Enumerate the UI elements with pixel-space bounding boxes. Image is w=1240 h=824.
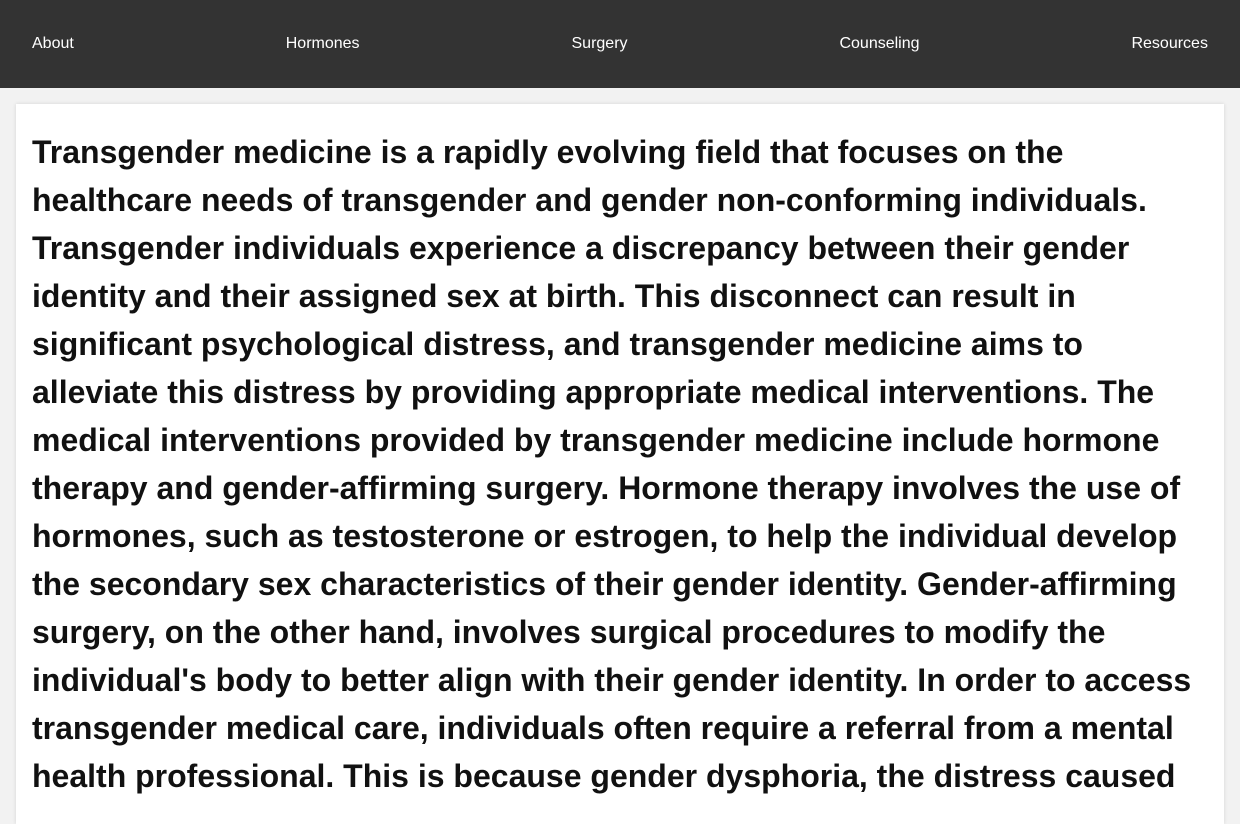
article-body-text: Transgender medicine is a rapidly evolving field that focuses on the healthcare needs of transgender and gender non-conforming individuals. Transgender individuals experience a discrepancy between their gender identity and their assigned sex at birth. This disconnect can result in significant psychological distress, and transgender medicine aims to alleviate this distress by providing appropriate medical interventions. The medical interventions provided by transgender medicine include hormone therapy and gender-affirming surgery. Hormone therapy involves the use of hormones, such as testosterone or estrogen, to help the individual develop the secondary sex characteristics of their gender identity. Gender-affirming surgery, on the other hand, involves surgical procedures to modify the individual's body to better align with their gender identity. In order to access transgender medical care, individuals often require a referral from a mental health professional. This is because gender dysphoria, the distress caused (32, 134, 1192, 794)
top-navbar (0, 0, 1240, 88)
nav-link-counseling[interactable]: Counseling (839, 35, 920, 52)
nav-link-about[interactable]: About (32, 35, 74, 52)
nav-link-surgery[interactable]: Surgery (571, 35, 628, 52)
main-content-card (16, 104, 1224, 824)
nav-link-hormones[interactable]: Hormones (285, 35, 360, 52)
nav-link-resources[interactable]: Resources (1131, 35, 1208, 52)
